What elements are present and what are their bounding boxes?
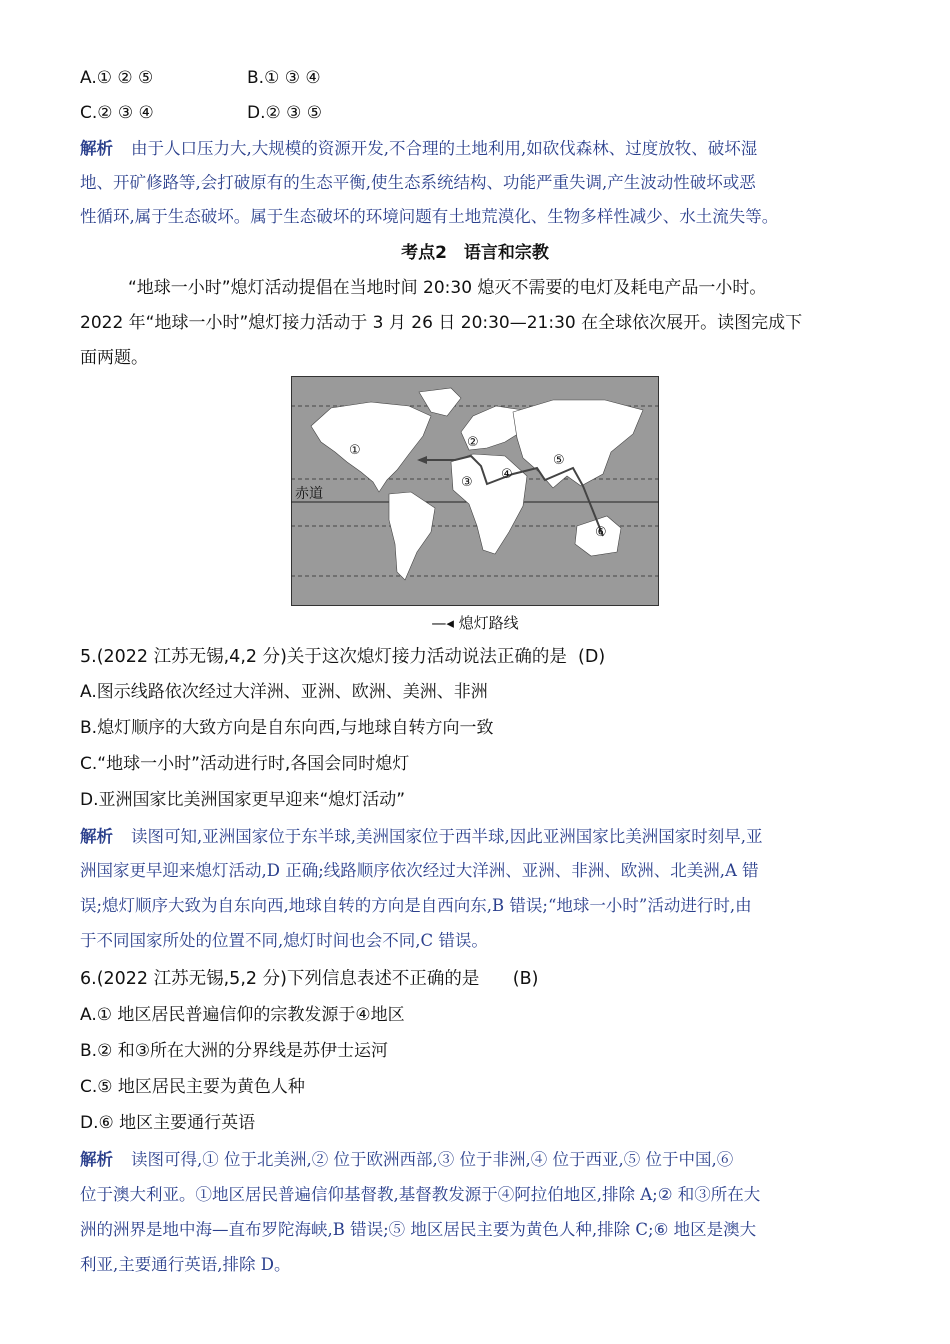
intro-line: “地球一小时”熄灯活动提倡在当地时间 20:30 熄灭不需要的电灯及耗电产品一小时。 bbox=[128, 278, 767, 298]
q5-option: D.亚洲国家比美洲国家更早迎来“熄灯活动” bbox=[80, 790, 406, 810]
intro-line: 2022 年“地球一小时”熄灯接力活动于 3 月 26 日 20:30—21:30 在全球依次展开。读图完成下 bbox=[80, 313, 803, 333]
marker-5: ⑤ bbox=[553, 453, 565, 468]
marker-4: ④ bbox=[501, 467, 513, 482]
q6-option: A.① 地区居民普遍信仰的宗教发源于④地区 bbox=[80, 1005, 405, 1025]
analysis-line: 性循环,属于生态破坏。属于生态破坏的环境问题有土地荒漠化、生物多样性减少、水土流失等。 bbox=[80, 207, 779, 226]
analysis-line: 利亚,主要通行英语,排除 D。 bbox=[80, 1255, 291, 1274]
q5-option: C.“地球一小时”活动进行时,各国会同时熄灯 bbox=[80, 754, 410, 774]
option-c: C.② ③ ④ bbox=[80, 103, 154, 123]
question-6-stem: 6.(2022 江苏无锡,5,2 分)下列信息表述不正确的是 (B) bbox=[80, 969, 539, 989]
answer-6: (B) bbox=[512, 969, 539, 989]
equator-label: 赤道 bbox=[295, 486, 323, 502]
option-b: B.① ③ ④ bbox=[247, 68, 321, 88]
option-a: A.① ② ⑤ bbox=[80, 68, 154, 88]
analysis-line: 解析 由于人口压力大,大规模的资源开发,不合理的土地利用,如砍伐森林、过度放牧、破坏湿 bbox=[80, 139, 758, 158]
map-legend: —◂ 熄灯路线 bbox=[431, 614, 519, 632]
analysis-line: 洲国家更早迎来熄灯活动,D 正确;线路顺序依次经过大洋洲、亚洲、非洲、欧洲、北美洲,A 错 bbox=[80, 861, 759, 880]
intro-line: 面两题。 bbox=[80, 348, 148, 368]
answer-5: (D) bbox=[578, 647, 606, 667]
q5-option: A.图示线路依次经过大洋洲、亚洲、欧洲、美洲、非洲 bbox=[80, 682, 488, 702]
analysis-line: 于不同国家所处的位置不同,熄灯时间也会不同,C 错误。 bbox=[80, 931, 488, 950]
section-title: 考点2 语言和宗教 bbox=[401, 243, 549, 263]
analysis-line: 解析 读图可知,亚洲国家位于东半球,美洲国家位于西半球,因此亚洲国家比美洲国家时刻早,亚 bbox=[80, 827, 763, 846]
q6-option: B.② 和③所在大洲的分界线是苏伊士运河 bbox=[80, 1041, 388, 1061]
analysis-label: 解析 bbox=[80, 1150, 113, 1169]
world-map bbox=[291, 376, 659, 606]
q6-option: D.⑥ 地区主要通行英语 bbox=[80, 1113, 256, 1133]
analysis-label: 解析 bbox=[80, 827, 113, 846]
route-line-icon: —◂ bbox=[431, 614, 454, 632]
analysis-line: 洲的洲界是地中海—直布罗陀海峡,B 错误;⑤ 地区居民主要为黄色人种,排除 C;⑥ 地区是澳大 bbox=[80, 1220, 757, 1239]
q6-option: C.⑤ 地区居民主要为黄色人种 bbox=[80, 1077, 305, 1097]
marker-6: ⑥ bbox=[595, 525, 607, 540]
marker-3: ③ bbox=[461, 475, 473, 490]
option-d: D.② ③ ⑤ bbox=[247, 103, 323, 123]
q5-option: B.熄灯顺序的大致方向是自东向西,与地球自转方向一致 bbox=[80, 718, 494, 738]
analysis-line: 位于澳大利亚。①地区居民普遍信仰基督教,基督教发源于④阿拉伯地区,排除 A;② 和③所在大 bbox=[80, 1185, 761, 1204]
analysis-line: 解析 读图可得,① 位于北美洲,② 位于欧洲西部,③ 位于非洲,④ 位于西亚,⑤ 位于中国,⑥ bbox=[80, 1150, 734, 1169]
question-5-stem: 5.(2022 江苏无锡,4,2 分)关于这次熄灯接力活动说法正确的是 (D) bbox=[80, 647, 606, 667]
analysis-line: 误;熄灯顺序大致为自东向西,地球自转的方向是自西向东,B 错误;“地球一小时”活动进行时,由 bbox=[80, 896, 752, 915]
marker-1: ① bbox=[349, 443, 361, 458]
marker-2: ② bbox=[467, 435, 479, 450]
analysis-label: 解析 bbox=[80, 139, 113, 158]
analysis-line: 地、开矿修路等,会打破原有的生态平衡,使生态系统结构、功能严重失调,产生波动性破坏或恶 bbox=[80, 173, 756, 192]
